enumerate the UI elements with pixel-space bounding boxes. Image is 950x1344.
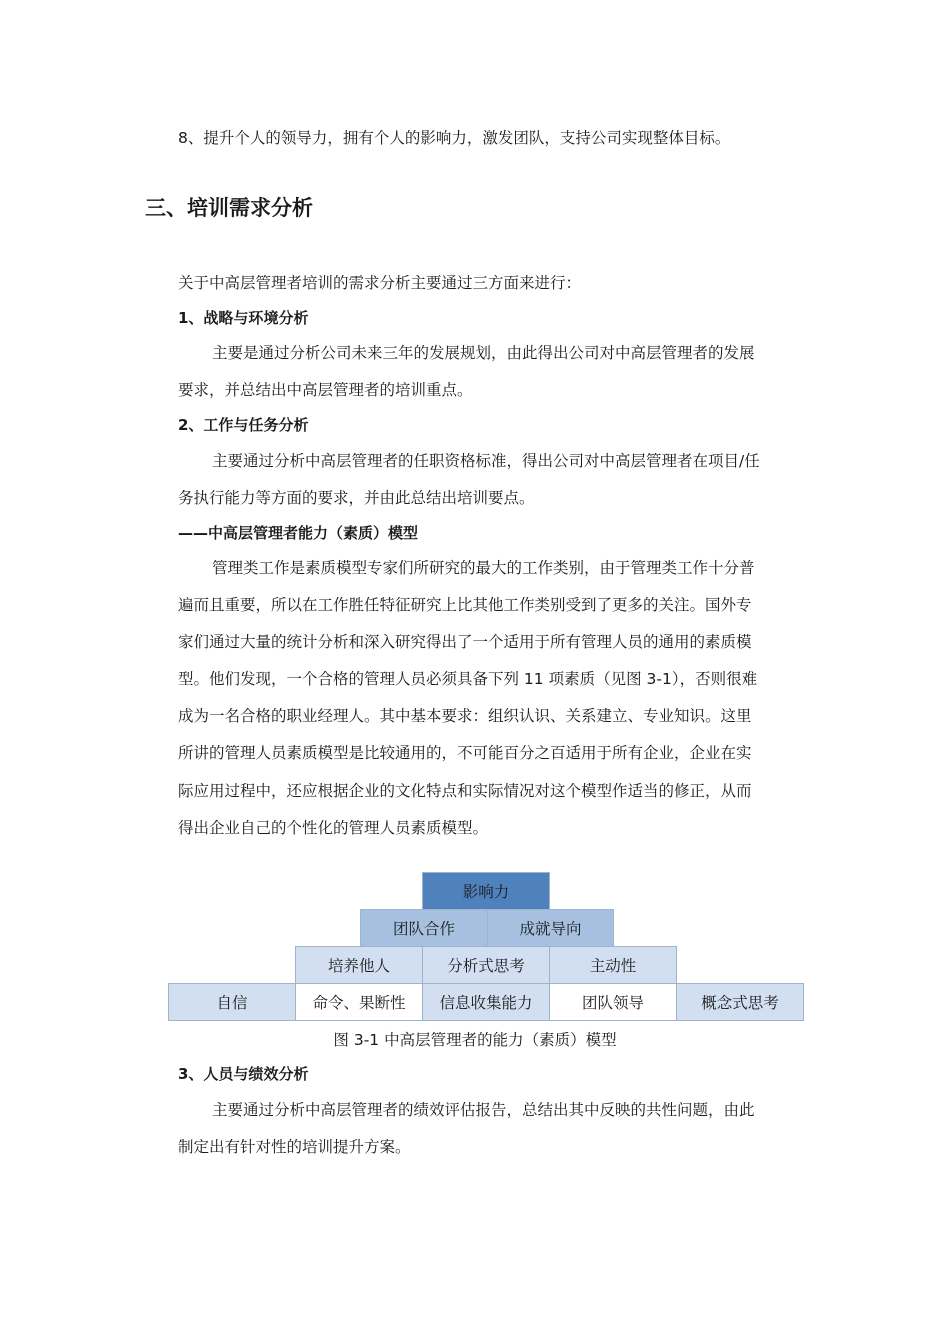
section-heading: 三、培训需求分析	[145, 196, 313, 220]
pyramid-cell: 概念式思考	[676, 983, 804, 1021]
paragraph-line: 要求，并总结出中高层管理者的培训重点。	[178, 381, 473, 399]
paragraph-line: 得出企业自己的个性化的管理人员素质模型。	[178, 819, 489, 837]
paragraph-line: 际应用过程中，还应根据企业的文化特点和实际情况对这个模型作适当的修正，从而	[178, 782, 752, 800]
pyramid-cell: 主动性	[549, 946, 677, 984]
paragraph-line: 务执行能力等方面的要求，并由此总结出培训要点。	[178, 489, 535, 507]
paragraph-line: 主要通过分析中高层管理者的绩效评估报告，总结出其中反映的共性问题，由此	[212, 1101, 755, 1119]
pyramid-cell: 成就导向	[487, 909, 614, 947]
pyramid-cell: 培养他人	[295, 946, 423, 984]
pyramid-cell: 团队领导	[549, 983, 677, 1021]
list-item-8: 8、提升个人的领导力，拥有个人的影响力，激发团队，支持公司实现整体目标。	[178, 129, 731, 147]
paragraph-line: 成为一名合格的职业经理人。其中基本要求：组织认识、关系建立、专业知识。这里	[178, 707, 752, 725]
subheading-performance: 3、人员与绩效分析	[178, 1065, 309, 1083]
paragraph-line: 所讲的管理人员素质模型是比较通用的，不可能百分之百适用于所有企业，企业在实	[178, 744, 752, 762]
paragraph-line: 主要是通过分析公司未来三年的发展规划，由此得出公司对中高层管理者的发展	[212, 344, 755, 362]
pyramid-cell: 自信	[168, 983, 296, 1021]
pyramid-cell: 团队合作	[360, 909, 488, 947]
intro-paragraph: 关于中高层管理者培训的需求分析主要通过三方面来进行：	[178, 274, 582, 292]
pyramid-cell: 分析式思考	[422, 946, 550, 984]
pyramid-cell: 命令、果断性	[295, 983, 423, 1021]
subheading-task: 2、工作与任务分析	[178, 416, 309, 434]
figure-caption: 图 3-1 中高层管理者的能力（素质）模型	[333, 1031, 617, 1049]
paragraph-line: 管理类工作是素质模型专家们所研究的最大的工作类别，由于管理类工作十分普	[212, 559, 755, 577]
paragraph-line: 制定出有针对性的培训提升方案。	[178, 1138, 411, 1156]
subheading-strategy: 1、战略与环境分析	[178, 309, 309, 327]
paragraph-line: 主要通过分析中高层管理者的任职资格标准，得出公司对中高层管理者在项目/任	[212, 452, 760, 470]
paragraph-line: 遍而且重要，所以在工作胜任特征研究上比其他工作类别受到了更多的关注。国外专	[178, 596, 752, 614]
paragraph-line: 家们通过大量的统计分析和深入研究得出了一个适用于所有管理人员的通用的素质模	[178, 633, 752, 651]
subheading-model: ——中高层管理者能力（素质）模型	[178, 524, 419, 542]
pyramid-cell: 信息收集能力	[422, 983, 550, 1021]
paragraph-line: 型。他们发现，一个合格的管理人员必须具备下列 11 项素质（见图 3-1），否则很难	[178, 670, 758, 688]
pyramid-cell: 影响力	[422, 872, 550, 910]
